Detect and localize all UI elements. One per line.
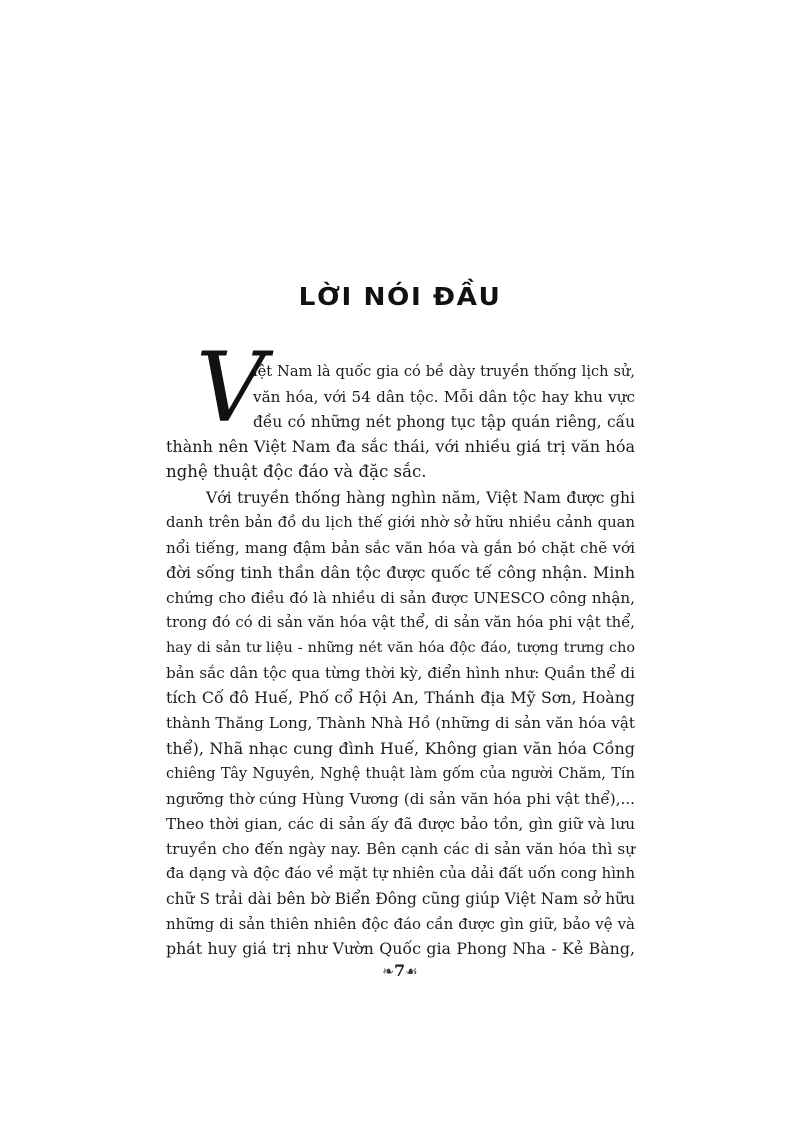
ornament-left-icon: ❧ xyxy=(382,963,395,980)
text-line: Theo thời gian, các di sản ấy đã được bảo tồn, gìn giữ và lưu xyxy=(166,814,635,833)
text-line: nổi tiếng, mang đậm bản sắc văn hóa và gắn bó chặt chẽ với xyxy=(166,538,635,557)
chapter-title: LỜI NÓI ĐẦU xyxy=(298,282,502,311)
text-line: những di sản thiên nhiên độc đáo cần được gìn giữ, bảo vệ và xyxy=(166,915,635,934)
text-line: trong đó có di sản văn hóa vật thể, di sản văn hóa phi vật thể, xyxy=(166,614,635,631)
text-line: iệt Nam là quốc gia có bề dày truyền thống lịch sử, xyxy=(253,363,635,380)
page-footer xyxy=(0,961,800,980)
text-line: thành Thăng Long, Thành Nhà Hồ (những di sản văn hóa vật xyxy=(166,714,635,733)
text-line: Với truyền thống hàng nghìn năm, Việt Nam được ghi xyxy=(206,488,635,507)
text-line: thể), Nhã nhạc cung đình Huế, Không gian văn hóa Cồng xyxy=(166,738,635,758)
text-line: chiêng Tây Nguyên, Nghệ thuật làm gốm của người Chăm, Tín xyxy=(166,764,635,782)
text-line: hay di sản tư liệu - những nét văn hóa độc đáo, tượng trưng cho xyxy=(166,640,635,657)
text-line: ngưỡng thờ cúng Hùng Vương (di sản văn hóa phi vật thể),... xyxy=(166,789,635,808)
drop-cap-letter: V xyxy=(196,332,266,444)
ornament-right-icon: ☙ xyxy=(405,963,418,980)
text-line: nghệ thuật độc đáo và đặc sắc. xyxy=(166,462,427,482)
text-line: thành nên Việt Nam đa sắc thái, với nhiều giá trị văn hóa xyxy=(166,437,635,457)
text-line: đời sống tinh thần dân tộc được quốc tế công nhận. Minh xyxy=(166,562,635,582)
text-line: văn hóa, với 54 dân tộc. Mỗi dân tộc hay khu vực xyxy=(253,388,635,407)
text-line: truyền cho đến ngày nay. Bên cạnh các di sản văn hóa thì sự xyxy=(166,839,635,858)
text-line: chữ S trải dài bên bờ Biển Đông cũng giúp Việt Nam sở hữu xyxy=(166,890,635,909)
text-line: tích Cố đô Huế, Phố cổ Hội An, Thánh địa Mỹ Sơn, Hoàng xyxy=(166,688,635,708)
text-line: chứng cho điều đó là nhiều di sản được UNESCO công nhận, xyxy=(166,588,635,607)
page-number: 7 xyxy=(394,961,406,980)
text-line: bản sắc dân tộc qua từng thời kỳ, điển hình như: Quần thể di xyxy=(166,664,635,683)
text-line: đều có những nét phong tục tập quán riêng, cấu xyxy=(253,413,635,432)
text-line: danh trên bản đồ du lịch thế giới nhờ sở hữu nhiều cảnh quan xyxy=(166,513,635,531)
text-line: phát huy giá trị như Vườn Quốc gia Phong Nha - Kẻ Bàng, xyxy=(166,939,635,959)
text-line: đa dạng và độc đáo về mặt tự nhiên của dải đất uốn cong hình xyxy=(166,865,635,882)
